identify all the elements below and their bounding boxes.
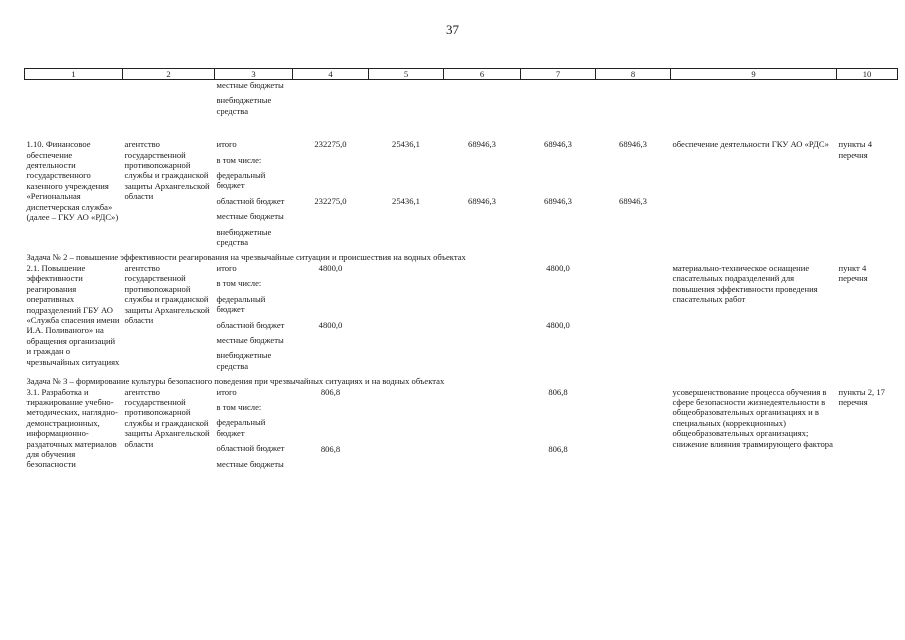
expected-result: усовершенствование процесса обучения в сфере безопасности жизнедеятельности в общеобразовательных организациях и в специальных (коррекционных) общеобразовательных организациях; снижение влияния травмирующего фактора [672,386,833,449]
expected-result: обеспечение деятельности ГКУ АО «РДС» [672,139,829,150]
funding-source: местные бюджеты [216,458,284,469]
column-number: 1 [25,69,123,80]
table-row [25,263,898,376]
funding-source: федеральный бюджет [216,293,266,315]
column-number: 4 [293,69,369,80]
value-total: 4800,0 4800,0 [318,262,343,330]
indicator-link: пункт 4 перечня [838,262,868,284]
continuation-row [25,80,898,122]
measure-name: 3.1. Разработка и тиражирование учебно-методических, наглядно-демонстрационных, информационно-раздаточных материалов для обучения безопасности [26,386,118,470]
value-year-4 [596,387,671,474]
funding-source: федеральный бюджет [216,417,266,438]
task-row [25,376,898,386]
value-year-4: 68946,3 68946,3 [619,139,647,207]
funding-source: внебюджетные средства [216,95,272,116]
value-year-1: 25436,1 25436,1 [392,139,420,207]
expected-result: материально-техническое оснащение спасательных подразделений для повышения эффективности проведения спасательных работ [672,262,818,305]
task-row [25,252,898,262]
funding-source: итого [216,139,237,150]
value-year-4 [596,263,671,376]
funding-source: внебюджетные средства [216,350,272,371]
value-year-3: 806,8 806,8 [548,386,568,454]
funding-source: в том числе: [216,401,262,412]
value-year-3: 68946,3 68946,3 [544,139,572,207]
funding-source: местные бюджеты [216,80,284,90]
column-number: 2 [123,69,215,80]
funding-source: федеральный бюджет [216,170,266,191]
header-row [25,69,898,80]
funding-sources [215,139,293,252]
funding-source: местные бюджеты [216,211,284,222]
funding-source: областной бюджет [216,195,285,206]
funding-source: местные бюджеты [216,334,284,345]
value-year-1 [369,387,444,474]
value-year-3: 4800,0 4800,0 [546,262,570,330]
column-number: 6 [444,69,521,80]
indicator-link: пункты 4 перечня [838,139,873,160]
indicator-link: пункты 2, 17 перечня [838,386,885,407]
task-heading: Задача № 2 – повышение эффективности реагирования на чрезвычайные ситуации и происшествия на водных объектах [26,252,466,263]
column-number: 10 [837,69,898,80]
funding-source: внебюджетные средства [216,226,272,248]
column-number: 3 [215,69,293,80]
executor: агентство государственной противопожарной службы и гражданской защиты Архангельской области [124,139,210,202]
task-heading: Задача № 3 – формирование культуры безопасного поведения при чрезвычайных ситуациях и на водных объектах [26,376,445,387]
funding-sources [215,263,293,376]
program-table [24,68,898,474]
funding-sources [215,80,293,122]
funding-source: итого [216,262,237,273]
column-number: 5 [369,69,444,80]
funding-source: областной бюджет [216,443,285,454]
table-row [25,387,898,474]
measure-name: 1.10. Финансовое обеспечение деятельности государственного казенного учреждения «Региональная диспетчерская служба» (далее – ГКУ АО «РДС») [26,139,119,223]
funding-source: в том числе: [216,154,262,165]
page-number: 37 [446,22,459,37]
column-number: 7 [521,69,596,80]
value-year-2: 68946,3 68946,3 [468,139,496,207]
table-row [25,139,898,252]
value-total: 806,8 806,8 [320,386,341,454]
funding-source: в том числе: [216,278,262,289]
column-number: 9 [671,69,837,80]
funding-sources [215,387,293,474]
funding-source: областной бюджет [216,319,285,330]
column-number: 8 [596,69,671,80]
value-total: 232275,0 232275,0 [314,139,347,207]
funding-source: итого [216,386,237,397]
executor: агентство государственной противопожарной службы и гражданской защиты Архангельской области [124,386,210,449]
value-year-2 [444,387,521,474]
value-year-1 [369,263,444,376]
value-year-2 [444,263,521,376]
measure-name: 2.1. Повышение эффективности реагирования оперативных подразделений ГБУ АО «Служба спасения имени И.А. Поливаного» на обращения организаций и граждан о чрезвычайных ситуациях [26,262,120,367]
executor: агентство государственной противопожарной службы и гражданской защиты Архангельской области [124,262,210,325]
